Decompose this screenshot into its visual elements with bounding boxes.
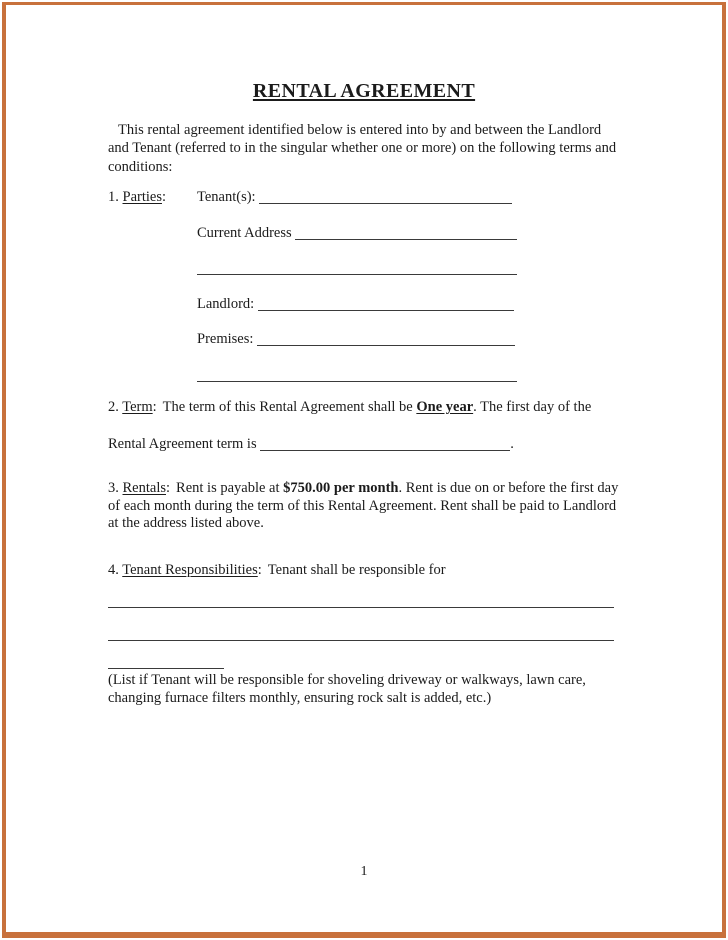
term-date-label: Rental Agreement term is xyxy=(108,435,257,452)
section-number: 2. xyxy=(108,399,119,415)
responsibilities-blank-line-3 xyxy=(108,668,224,669)
document-title: RENTAL AGREEMENT xyxy=(252,80,476,102)
current-address-blank xyxy=(295,238,517,240)
parties-row-current-address xyxy=(108,224,620,243)
intro-paragraph: This rental agreement identified below is entered into by and between the Landlord and Tenant (referred to in the singular whether one or more) on the following terms and conditions: xyxy=(108,121,617,175)
section-term-line1 xyxy=(108,398,620,417)
term-value: One year xyxy=(416,399,474,415)
term-start-date-blank xyxy=(260,449,510,451)
section-parties xyxy=(108,188,620,384)
rent-amount: $750.00 per month xyxy=(283,480,399,496)
field-row xyxy=(197,330,515,349)
term-text-after: . The first day of the xyxy=(473,399,592,415)
section-term-line2 xyxy=(108,435,620,454)
parties-row-landlord xyxy=(108,295,620,314)
current-address-blank-2 xyxy=(197,273,517,275)
landlord-name-blank xyxy=(258,309,514,311)
term-text-before: The term of this Rental Agreement shall be xyxy=(162,399,413,415)
heading-colon: : xyxy=(166,480,171,496)
section-rentals xyxy=(108,480,620,533)
section-heading: Term xyxy=(122,399,153,415)
field-row xyxy=(197,295,514,314)
responsibilities-note: (List if Tenant will be responsible for shoveling driveway or walkways, lawn care, changing furnace filters monthly, ensuring rock salt is added, etc.) xyxy=(108,672,586,706)
field-row xyxy=(197,224,517,243)
responsibilities-blank-line-2 xyxy=(108,640,614,641)
rentals-text-before: Rent is payable at xyxy=(176,480,280,496)
term-line2-period: . xyxy=(510,435,514,452)
section-heading: Parties xyxy=(122,189,162,205)
section-tenant-responsibilities xyxy=(108,561,620,580)
section-number: 4. xyxy=(108,561,119,578)
parties-row-address-continued xyxy=(108,259,620,278)
heading-colon: : xyxy=(161,189,166,205)
heading-colon: : xyxy=(152,399,157,415)
parties-row-premises xyxy=(108,330,620,349)
rentals-text-after: . Rent is due on or before the first day of each month during the term of this Rental Agreement. Rent shall be paid to Landlord at the address listed above. xyxy=(108,480,619,531)
current-address-label: Current Address xyxy=(197,224,292,241)
field-row xyxy=(197,366,517,385)
heading-colon: : xyxy=(257,561,262,578)
premises-blank xyxy=(257,344,515,346)
premises-label: Premises: xyxy=(197,331,254,347)
page-number: 1 xyxy=(360,864,368,879)
parties-row-tenant xyxy=(108,188,620,207)
field-row xyxy=(197,188,512,207)
section-heading: Rentals xyxy=(122,480,166,496)
field-row xyxy=(197,259,517,278)
responsibilities-text: Tenant shall be responsible for xyxy=(267,561,446,578)
section-number: 1. xyxy=(108,189,119,205)
tenant-label: Tenant(s): xyxy=(197,189,256,205)
landlord-label: Landlord: xyxy=(197,295,255,312)
rental-agreement-document xyxy=(108,0,620,882)
parties-row-premises-continued xyxy=(108,366,620,385)
tenant-name-blank xyxy=(259,202,512,204)
section-parties-heading xyxy=(108,188,197,207)
responsibilities-blank-line-1 xyxy=(108,607,614,608)
premises-blank-2 xyxy=(197,380,517,382)
section-heading: Tenant Responsibilities xyxy=(122,561,258,578)
section-number: 3. xyxy=(108,480,119,496)
